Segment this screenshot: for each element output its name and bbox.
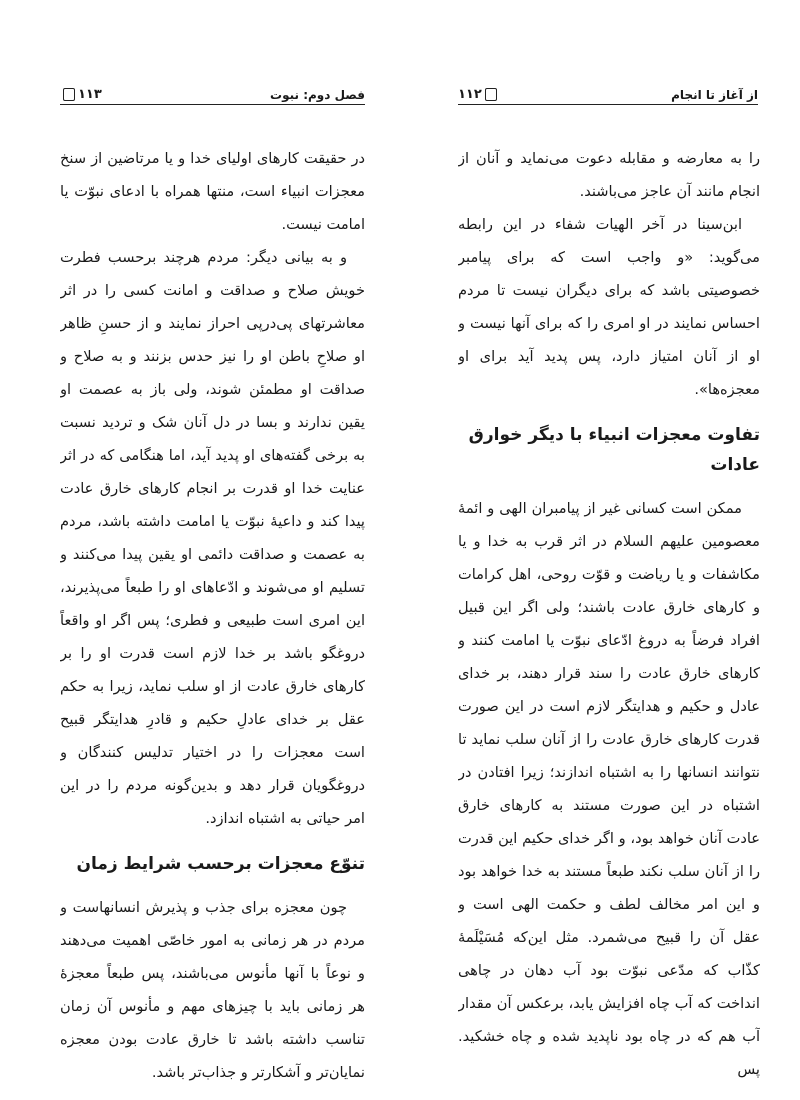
right-page	[400, 0, 800, 1100]
page-box-icon	[63, 88, 75, 101]
paragraph: ممکن است کسانی غیر از پیامبران الهی و ائمهٔ معصومین علیهم السلام در اثر قرب به خدا و یا مکاشفات و یا ریاضت و قوّت روحی، اهل کرامات و کارهای خارق عادت باشند؛ ولی اگر این قبیل افراد فرضاً به دروغ ادّعای نبوّت یا امامت کنند و کارهای خارق عادت را سند قرار دهند، بر خدای عادل و حکیم و هدایتگر لازم است در این صورت قدرت کارهای خارق عادت را از آنان سلب نماید تا نتوانند انسانها را به اشتباه اندازند؛ زیرا افتادن در اشتباه در این صورت مستند به کارهای خارق عادت آنان خواهد بود، و اگر خدای حکیم این قدرت را از آنان سلب نکند طبعاً مستند به خدا خواهد بود و این امر مخالف لطف و حکمت الهی است و عقل آن را قبیح می‌شمرد. مثل این‌که مُسَیْلَمهٔ کذّاب که مدّعی نبوّت بود آب دهان در چاهی انداخت که آب چاه افزایش یابد، برعکس آن مقدار آب هم که در چاه بود ناپدید شده و چاه خشکید. پس	[458, 500, 760, 1078]
left-page-header	[60, 82, 365, 105]
left-page-running-title: فصل دوم: نبوت	[270, 88, 365, 102]
right-page-header	[458, 82, 758, 105]
right-page-running-title: از آغاز تا انجام	[671, 88, 758, 102]
paragraph: ابن‌سینا در آخر الهیات شفاء در این رابطه می‌گوید: «و واجب است که برای پیامبر خصوصیتی باشد که برای دیگران نیست تا مردم احساس نمایند در او امری را که برای آنها نیست و او از آنان امتیاز دارد، پس پدید آید برای او معجزه‌ها».	[458, 216, 760, 398]
page-box-icon	[485, 88, 497, 101]
paragraph: را به معارضه و مقابله دعوت می‌نماید و آنان از انجام مانند آن عاجز می‌باشند.	[458, 150, 760, 200]
right-page-body	[458, 142, 760, 1086]
right-page-number: ۱۱۲	[458, 87, 500, 104]
paragraph: در حقیقت کارهای اولیای خدا و یا مرتاضین از سنخ معجزات انبیاء است، منتها همراه با ادعای نبوّت یا امامت نیست.	[60, 150, 365, 233]
left-page-number: ۱۱۳	[60, 87, 102, 104]
paragraph: و به بیانی دیگر: مردم هرچند برحسب فطرت خویش صلاح و صداقت و امانت کسی را در اثر معاشرتهای پی‌درپی احراز نمایند و از حسنِ ظاهر او صلاحِ باطن او را نیز حدس بزنند و به صلاح و صداقت او مطمئن شوند، ولی باز به عصمت او یقین ندارند و بسا در دل آنان شک و تردید نسبت به برخی گفته‌های او پدید آید، اما هنگامی که در اثر عنایت خدا او قدرت بر انجام کارهای خارق عادت پیدا کند و داعیهٔ نبوّت یا امامت داشته باشد، مردم به عصمت و صداقت دائمی او یقین پیدا می‌کنند و تسلیم او می‌شوند و ادّعاهای او را طبعاً می‌پذیرند، این امری است طبیعی و فطری؛ پس اگر او واقعاً دروغگو باشد بر خدا لازم است قدرت او را بر کارهای خارق عادت از او سلب نماید، زیرا به حکم عقل بر خدای عادلِ حکیم و قادرِ هدایتگر قبیح است معجزات را در اختیار تدلیس کنندگان و دروغگویان قرار دهد و بدین‌گونه مردم را در این امر حیاتی به اشتباه اندازد.	[60, 249, 365, 827]
left-page-body	[60, 142, 365, 1089]
section-heading: تفاوت معجزات انبیاء با دیگر خوارق عادات	[468, 425, 760, 475]
section-heading: تنوّع معجزات برحسب شرایط زمان	[76, 854, 365, 874]
paragraph: چون معجزه برای جذب و پذیرش انسانهاست و مردم در هر زمانی به امور خاصّی اهمیت می‌دهند و نوعاً با آنها مأنوس می‌باشند، پس طبعاً معجزهٔ هر زمانی باید با چیزهای مهم و مأنوس آن زمان تناسب داشته باشد تا خارق عادت بودن معجزه نمایان‌تر و آشکارتر و جذاب‌تر باشد.	[60, 899, 365, 1081]
